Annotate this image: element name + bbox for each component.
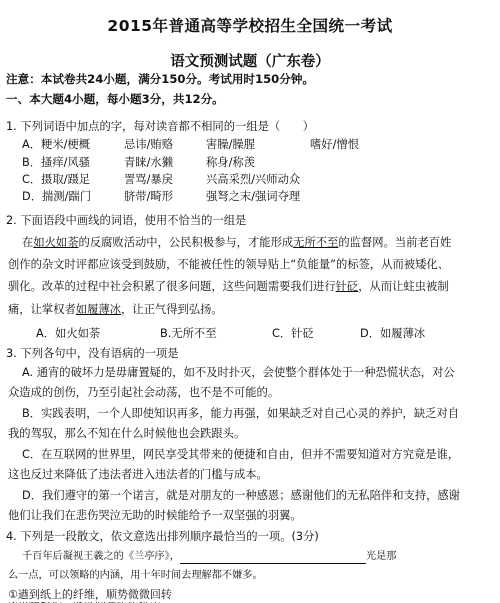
q4-text: 千百年后凝视王羲之的《兰亭序》， [22, 551, 180, 562]
answer-blank[interactable] [180, 553, 366, 564]
q1-option-b-3: 称身/称羡 [206, 156, 255, 169]
q3-option-b-line-2: 我的驾驭，那么不知在什么时候他也会跌跟头。 [8, 427, 246, 440]
q2-passage-line-4 [8, 303, 223, 317]
q1-option-a: A．粳米/梗概 [22, 138, 91, 151]
q1-option-c: C．摄取/蹑足 [22, 173, 91, 186]
q1-option-a-4: 嗜好/憎恨 [310, 138, 359, 151]
q4-item-1: ①遒到纸上的纤维，顺势微微回转 [8, 588, 172, 601]
q2-passage-line-1 [22, 236, 451, 250]
q2-text: 在 [22, 236, 34, 249]
q2-text: ，让正气得到弘扬。 [121, 303, 223, 316]
q2-option-c: C．针砭 [272, 327, 314, 340]
q2-underlined-term: 如火如荼 [33, 236, 79, 249]
q1-option-d: D．揣测/踹门 [22, 190, 91, 203]
q1-option-d-2: 脐带/畸形 [124, 190, 173, 203]
question-2-stem: 2. 下面语段中画线的词语，使用不恰当的一组是 [6, 214, 247, 227]
q2-option-a: A．如火如荼 [36, 327, 101, 340]
q3-option-c-line-1: C．在互联网的世界里，网民享受其带来的便捷和自由，但并不需要知道对方究竟是谁， [22, 448, 460, 461]
exam-subtitle: 语文预测试题（广东卷） [170, 54, 330, 70]
question-3-stem: 3. 下列各句中，没有语病的一项是 [6, 347, 179, 360]
q2-text: 的监督网。当前老百姓 [338, 236, 452, 249]
q1-option-a-2: 忌讳/贿赂 [124, 138, 173, 151]
q2-option-b: B.无所不至 [160, 327, 217, 340]
q3-option-a-line-1: A. 通宵的破坏力是毋庸置疑的，如不及时扑灭，会使整个群体处于一种恐慌状态，对公 [22, 366, 455, 379]
q2-option-d: D．如履薄冰 [360, 327, 426, 340]
q2-underlined-term: 如履薄冰 [75, 303, 121, 316]
q3-option-c-line-2: 这也反过来降低了违法者进入违法者的门槛与成本。 [8, 468, 268, 481]
exam-title: 2015年普通高等学校招生全国统一考试 [107, 17, 393, 35]
q3-option-d-line-1: D．我们遵守的第一个诺言，就是对朋友的一种感恩；感谢他们的无私陪伴和支持，感谢 [22, 489, 460, 502]
q1-option-a-3: 害臊/臊腥 [206, 138, 255, 151]
q2-underlined-term: 针砭 [335, 280, 359, 293]
question-4-stem: 4. 下列是一段散文，依文意选出排列顺序最恰当的一项。(3分) [6, 530, 319, 543]
q2-text: ，从而让蛀虫被制 [358, 280, 449, 293]
q4-passage-line-2: 么一点，可以领略的内涵，用十年时间去理解都不嫌多。 [8, 570, 263, 581]
question-1-stem: 1. 下列词语中加点的字，每对读音都不相同的一组是（ ） [6, 120, 315, 133]
q2-passage-line-3 [8, 280, 449, 294]
q2-text: 痛，让掌权者 [8, 303, 76, 316]
q3-option-b-line-1: B．实践表明，一个人即使知识再多，能力再强，如果缺乏对自己心灵的养护，缺乏对自 [22, 407, 460, 420]
q4-passage-line-1 [22, 550, 396, 564]
q1-option-d-3: 强弩之末/强词夺理 [206, 190, 301, 203]
q2-text: 的反腐败活动中，公民积极参与，才能形成 [78, 236, 294, 249]
q3-option-a-line-2: 众造成的创伤，乃至引起社会动荡，也不是不可能的。 [8, 386, 280, 399]
q1-option-c-3: 兴高采烈/兴师动众 [206, 173, 301, 186]
q4-text: 光是那 [365, 551, 397, 562]
q2-underlined-term: 无所不至 [293, 236, 339, 249]
q1-option-b: B．搔痒/风骚 [22, 156, 91, 169]
q1-option-b-2: 青睐/水獭 [124, 156, 173, 169]
q2-passage-line-2: 创作的杂文时评都应该受到鼓励，不能被任性的领导贴上“负能量”的标签，从而被矮化、 [8, 258, 449, 271]
notice-text: 注意：本试卷共24小题，满分150分。考试用时150分钟。 [6, 72, 315, 86]
q3-option-d-line-2: 他们让我们在悲伤哭泣无助的时候能给予一双坚强的羽翼。 [8, 509, 302, 522]
q2-text: 驯化。改革的过程中社会积累了很多问题，这些问题需要我们进行 [8, 280, 336, 293]
q1-option-c-2: 詈骂/暴戾 [124, 173, 173, 186]
section-heading: 一、本大题4小题，每小题3分，共12分。 [6, 92, 224, 106]
